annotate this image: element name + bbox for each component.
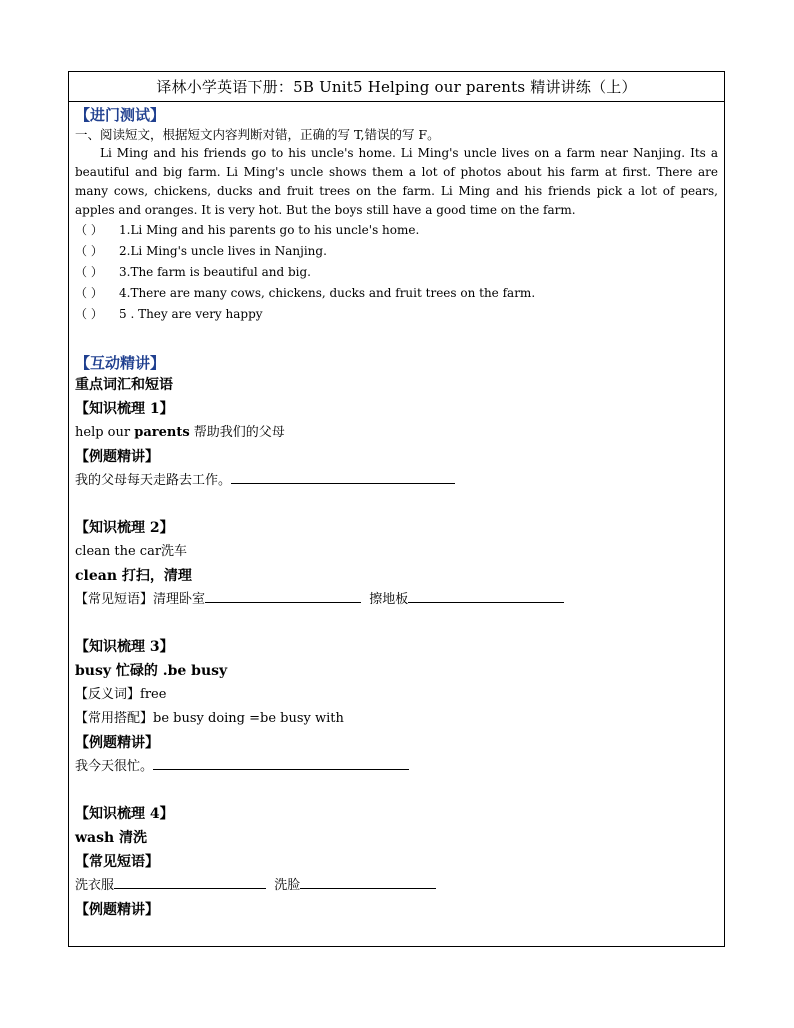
answer-blank[interactable]: [114, 874, 266, 889]
example-3: 我今天很忙。: [75, 755, 718, 779]
reading-instruction: 一、阅读短文，根据短文内容判断对错，正确的写 T,错误的写 F。: [75, 127, 440, 142]
answer-blank[interactable]: [205, 588, 361, 603]
key-vocab-heading: 重点词汇和短语: [75, 377, 173, 393]
collocation-line: 【常用搭配】be busy doing =be busy with: [75, 711, 344, 726]
example-heading-3: 【例题精讲】: [75, 735, 159, 751]
statement-text: 3.The farm is beautiful and big.: [119, 265, 311, 279]
antonym-line: 【反义词】free: [75, 687, 167, 702]
statement-item: [75, 241, 718, 262]
example-heading-4: 【例题精讲】: [75, 902, 159, 918]
section-heading-entry-test: 【进门测试】: [75, 106, 166, 124]
knowledge-point-4-heading: 【知识梳理 4】: [75, 806, 174, 822]
statement-text: 5 . They are very happy: [119, 307, 263, 321]
answer-blank[interactable]: [408, 588, 564, 603]
knowledge-point-1-phrase: help our parents 帮助我们的父母: [75, 425, 285, 440]
answer-parentheses: （ ）: [75, 307, 103, 321]
statement-text: 2.Li Ming's uncle lives in Nanjing.: [119, 244, 327, 258]
knowledge-point-3-heading: 【知识梳理 3】: [75, 639, 174, 655]
statement-text: 1.Li Ming and his parents go to his uncle's home.: [119, 223, 420, 237]
reading-passage: Li Ming and his friends go to his uncle's home. Li Ming's uncle lives on a farm near Nanjing. Its a beautiful and big farm. Li Ming's uncle shows them a lot of photos about his farm at first. There are many cows, chickens, ducks and fruit trees on the farm. Li Ming and his friends pick a lot of pears, apples and oranges. It is very hot. But the boys still have a good time on the farm.: [75, 146, 718, 217]
statement-item: [75, 220, 718, 241]
knowledge-point-4-word: wash 清洗: [75, 830, 148, 846]
statement-item: [75, 304, 718, 325]
worksheet-frame: [68, 71, 725, 947]
answer-blank[interactable]: [153, 755, 409, 770]
worksheet-title: 译林小学英语下册：5B Unit5 Helping our parents 精讲讲练（上）: [69, 72, 724, 102]
common-phrases-4-heading: 【常见短语】: [75, 854, 159, 870]
common-phrases-2: 【常见短语】清理卧室 擦地板: [75, 588, 718, 612]
knowledge-point-2-phrase: clean the car洗车: [75, 544, 188, 559]
knowledge-point-1-heading: 【知识梳理 1】: [75, 401, 174, 417]
knowledge-point-3-word: busy 忙碌的 .be busy: [75, 663, 228, 679]
answer-parentheses: （ ）: [75, 286, 103, 300]
knowledge-point-2-heading: 【知识梳理 2】: [75, 520, 174, 536]
answer-parentheses: （ ）: [75, 244, 103, 258]
statement-item: [75, 283, 718, 304]
statement-text: 4.There are many cows, chickens, ducks and fruit trees on the farm.: [119, 286, 536, 300]
common-phrases-4: 洗衣服 洗脸: [75, 874, 718, 898]
statement-item: [75, 262, 718, 283]
answer-parentheses: （ ）: [75, 223, 103, 237]
answer-parentheses: （ ）: [75, 265, 103, 279]
knowledge-point-2-word: clean 打扫，清理: [75, 568, 192, 584]
answer-blank[interactable]: [300, 874, 436, 889]
example-heading-1: 【例题精讲】: [75, 449, 159, 465]
worksheet-content: [69, 102, 724, 922]
section-heading-interactive: 【互动精讲】: [75, 354, 166, 372]
answer-blank[interactable]: [231, 469, 455, 484]
example-1: 我的父母每天走路去工作。: [75, 469, 718, 493]
